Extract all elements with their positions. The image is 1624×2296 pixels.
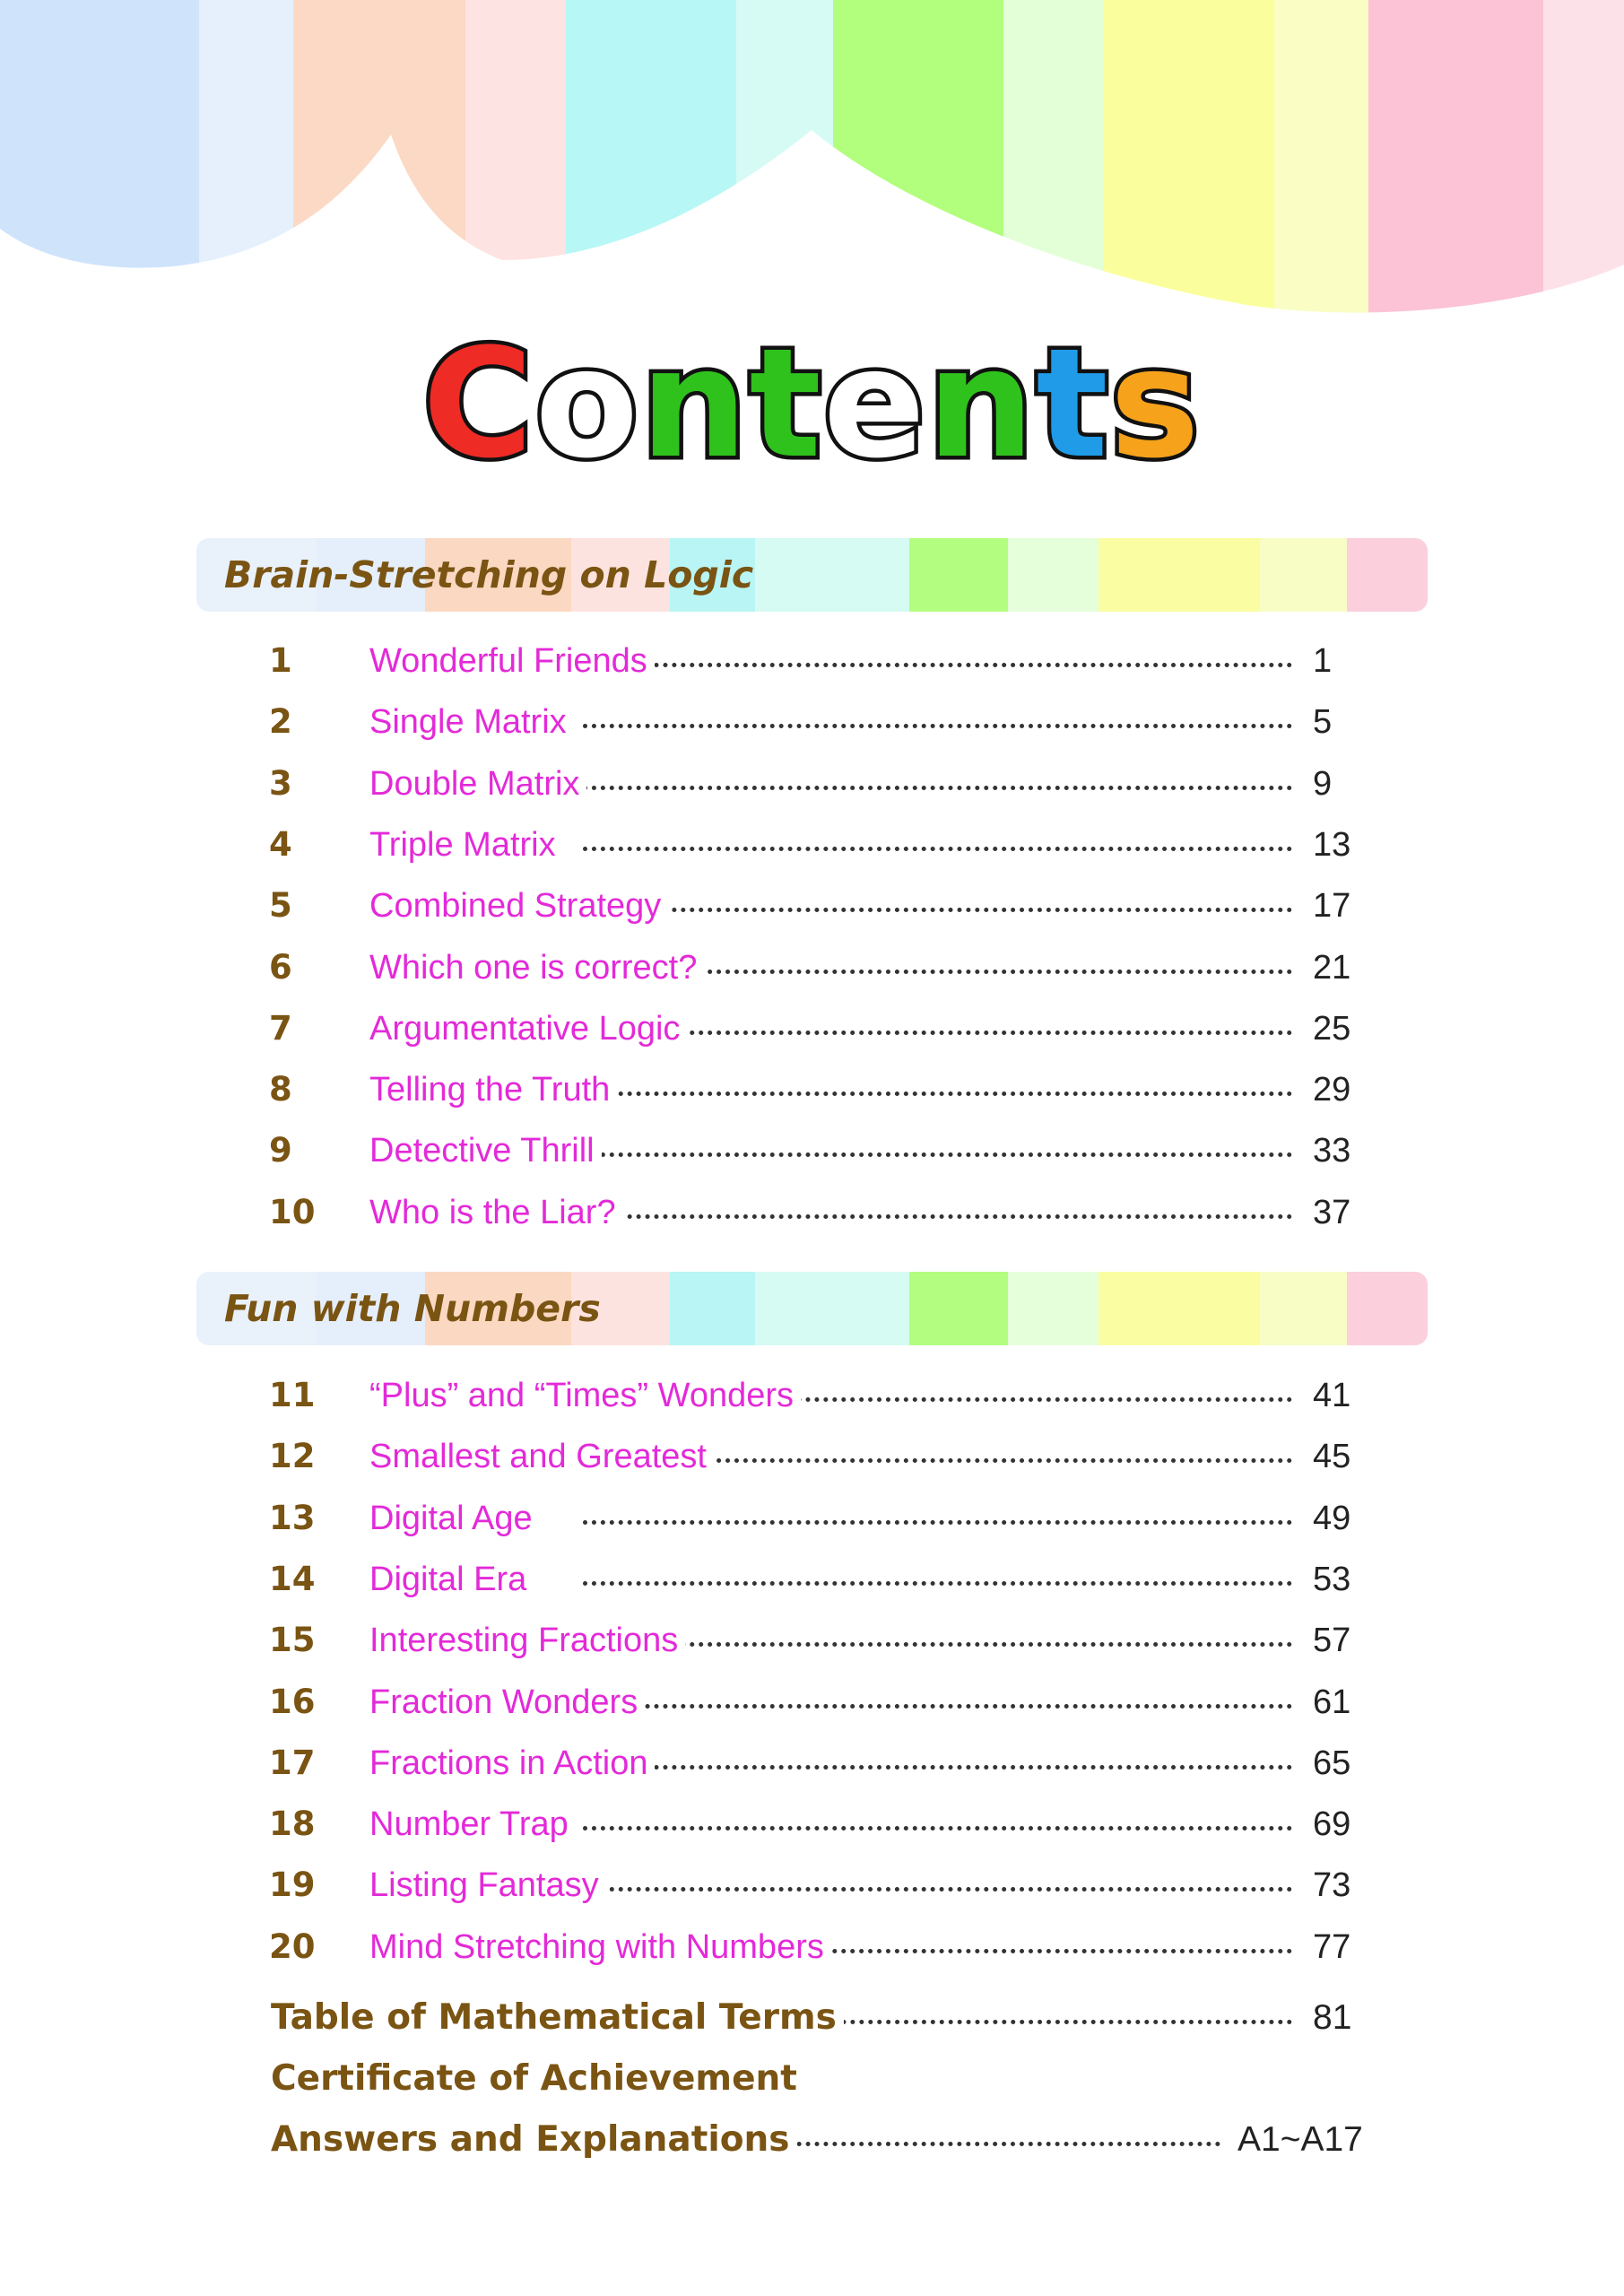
banner-stripe [293,0,465,341]
toc-appendix-entry[interactable] [0,2048,1624,2110]
chapter-title[interactable]: Combined Strategy [369,875,668,936]
dot-leader [583,1765,1292,1770]
page-number: 77 [1306,1917,1350,1978]
toc-entry[interactable] [0,1365,1624,1426]
banner-stripe [1003,0,1104,341]
section-bar-stripe [909,538,1008,612]
banner-stripe [833,0,1003,341]
dot-leader [583,1887,1292,1892]
dot-leader [583,1704,1292,1709]
section-bar-stripe [1347,538,1428,612]
toc-entry[interactable] [0,1794,1624,1855]
chapter-number: 17 [269,1743,316,1782]
page-number: 37 [1306,1182,1350,1243]
page-number: 73 [1306,1855,1350,1916]
chapter-title[interactable]: Mind Stretching with Numbers [369,1917,831,1978]
title-letter: o [534,316,640,491]
dot-leader [583,1642,1292,1647]
section-bar-stripe [1008,1272,1098,1345]
appendix-title[interactable]: Table of Mathematical Terms [271,1987,844,2049]
toc-appendix-entry[interactable] [0,2109,1624,2171]
page-number: A1~A17 [1230,2109,1363,2171]
toc-entry[interactable] [0,1855,1624,1916]
page-number: 41 [1306,1365,1350,1426]
chapter-number: 9 [269,1131,292,1170]
toc-entry[interactable] [0,1488,1624,1549]
dot-leader [583,1826,1292,1831]
chapter-title[interactable]: Fractions in Action [369,1733,655,1794]
page-number: 29 [1306,1059,1350,1120]
page-number: 57 [1306,1610,1350,1671]
banner-stripe [736,0,833,341]
chapter-title[interactable]: “Plus” and “Times” Wonders [369,1365,801,1426]
page-number: 21 [1306,937,1350,998]
chapter-number: 19 [269,1866,316,1905]
toc-entry[interactable] [0,1182,1624,1243]
toc-entry[interactable] [0,1120,1624,1181]
toc-entry[interactable] [0,753,1624,814]
toc-entry[interactable] [0,1917,1624,1978]
toc-entry[interactable] [0,937,1624,998]
page-number: 81 [1306,1987,1351,2049]
page-number: 69 [1306,1794,1350,1855]
dot-leader [583,1152,1292,1157]
chapter-title[interactable]: Interesting Fractions [369,1610,685,1671]
toc-entry[interactable] [0,1672,1624,1733]
banner-stripe [199,0,293,341]
title-letter: e [822,316,927,491]
chapter-title[interactable]: Who is the Liar? [369,1182,623,1243]
dot-leader [583,908,1292,912]
banner-stripe [1543,0,1624,341]
dot-leader [583,1581,1292,1586]
page-number: 61 [1306,1672,1350,1733]
page-number: 17 [1306,875,1350,936]
chapter-title[interactable]: Single Matrix [369,691,574,752]
title-letter: t [749,316,823,491]
chapter-number: 6 [269,947,292,987]
title-letter: C [422,316,535,491]
section-bar-stripe [670,1272,755,1345]
title-letter: t [1036,316,1110,491]
banner-stripe [1104,0,1274,341]
chapter-number: 10 [269,1192,316,1231]
banner-stripe [566,0,736,341]
toc-entry[interactable] [0,1733,1624,1794]
chapter-title[interactable]: Wonderful Friends [369,631,655,691]
section-heading: Brain-Stretching on Logic [224,553,754,596]
page-number: 1 [1306,631,1332,691]
toc-entry[interactable] [0,998,1624,1059]
chapter-number: 5 [269,886,292,926]
appendix-title[interactable]: Answers and Explanations [271,2109,797,2171]
page-title [0,318,1624,489]
toc-entry[interactable] [0,1059,1624,1120]
page-number: 25 [1306,998,1350,1059]
page-number: 65 [1306,1733,1350,1794]
chapter-title[interactable]: Fraction Wonders [369,1672,645,1733]
chapter-title[interactable]: Detective Thrill [369,1120,602,1181]
banner-stripe [465,0,566,341]
dot-leader [583,1520,1292,1525]
chapter-number: 13 [269,1498,316,1537]
chapter-number: 1 [269,641,292,680]
dot-leader [583,1214,1292,1219]
chapter-number: 3 [269,763,292,803]
title-letter: n [639,316,750,491]
chapter-title[interactable]: Number Trap [369,1794,576,1855]
chapter-number: 7 [269,1008,292,1048]
chapter-number: 2 [269,702,292,742]
page-number: 5 [1306,691,1332,752]
dot-leader [583,847,1292,851]
dot-leader [583,786,1292,790]
chapter-number: 15 [269,1621,316,1660]
section-heading: Fun with Numbers [224,1287,601,1330]
section-bar-stripe [1099,538,1260,612]
toc-appendix-entry[interactable] [0,1987,1624,2049]
chapter-title[interactable]: Telling the Truth [369,1059,617,1120]
chapter-number: 20 [269,1926,316,1966]
dot-leader [583,724,1292,728]
section-bar-stripe [1260,1272,1347,1345]
chapter-number: 4 [269,824,292,864]
chapter-number: 18 [269,1805,316,1844]
toc-entry[interactable] [0,1549,1624,1610]
dot-leader [583,1091,1292,1096]
toc-entry[interactable] [0,1426,1624,1487]
banner-stripe [0,0,199,341]
appendix-title[interactable]: Certificate of Achievement [271,2048,804,2110]
page-number: 45 [1306,1426,1350,1487]
toc-entry[interactable] [0,814,1624,875]
toc-entry[interactable] [0,1610,1624,1671]
rainbow-banner [0,0,1624,341]
page-number: 33 [1306,1120,1350,1181]
chapter-number: 12 [269,1437,316,1476]
banner-stripe [1368,0,1543,341]
page-number: 49 [1306,1488,1350,1549]
chapter-title[interactable]: Triple Matrix [369,814,563,875]
banner-stripe [1274,0,1368,341]
toc-entry[interactable] [0,631,1624,691]
page-number: 13 [1306,814,1350,875]
section-bar-stripe [1008,538,1098,612]
chapter-number: 8 [269,1070,292,1109]
section-bar-stripe [909,1272,1008,1345]
section-bar-stripe [755,1272,909,1345]
chapter-title[interactable]: Which one is correct? [369,937,704,998]
toc-entry[interactable] [0,875,1624,936]
toc-entry[interactable] [0,691,1624,752]
chapter-title[interactable]: Double Matrix [369,753,586,814]
chapter-title[interactable]: Digital Era [369,1549,534,1610]
title-letter: n [926,316,1037,491]
chapter-number: 16 [269,1682,316,1721]
dot-leader [583,1031,1292,1035]
chapter-title[interactable]: Argumentative Logic [369,998,687,1059]
dot-leader [583,663,1292,667]
section-bar-stripe [755,538,909,612]
page-number: 9 [1306,753,1332,814]
chapter-number: 14 [269,1559,316,1598]
section-bar-stripe [1099,1272,1260,1345]
chapter-title[interactable]: Digital Age [369,1488,540,1549]
chapter-number: 11 [269,1376,316,1414]
chapter-title[interactable]: Smallest and Greatest [369,1426,714,1487]
section-bar-stripe [1347,1272,1428,1345]
section-bar-stripe [1260,538,1347,612]
chapter-title[interactable]: Listing Fantasy [369,1855,606,1916]
title-letter: s [1109,316,1202,491]
page-number: 53 [1306,1549,1350,1610]
